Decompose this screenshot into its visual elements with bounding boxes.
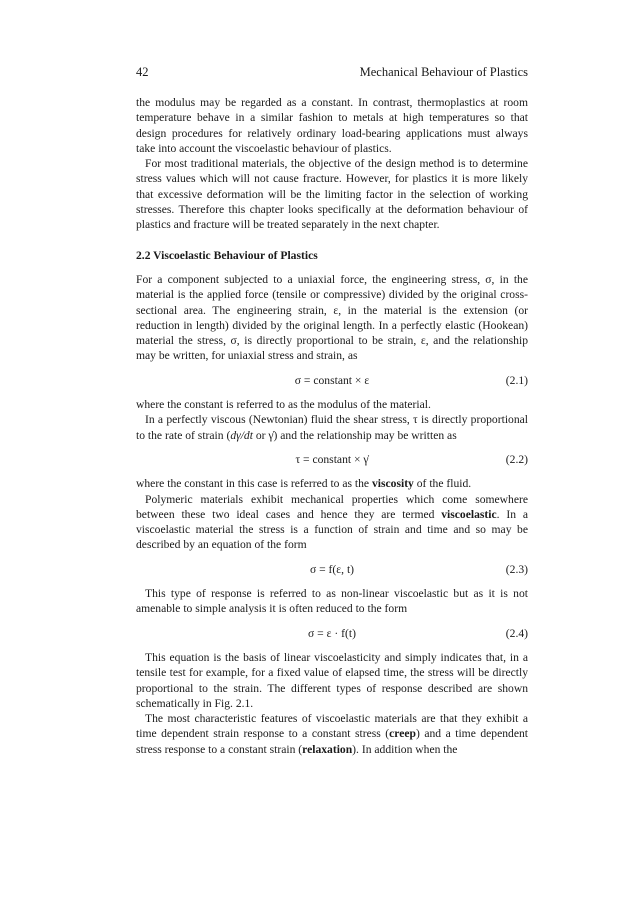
equation-expression: τ = constant × γ̇ (295, 452, 369, 466)
paragraph-3: For a component subjected to a uniaxial force, the engineering stress, σ, in the material is the applied force (tensile or compressive) divided by the original cross-sectional area. The engineering strain, ε, in the material is the extension (or reduction in length) divided by the original length. In a perfectly elastic (Hookean) material the stress, σ, is directly proportional to be strain, ε, and the relationship may be written, for uniaxial stress and strain, as (136, 272, 528, 363)
paragraph-1: the modulus may be regarded as a constant. In contrast, thermoplastics at room temperature behave in a similar fashion to metals at high temperatures so that design procedures for relatively ordinary load-bearing applications must always take into account the viscoelastic behaviour of plastics. (136, 96, 528, 155)
equation-2-3 (136, 562, 528, 577)
equation-expression: σ = f(ε, t) (309, 562, 355, 576)
equation-2-1 (136, 373, 528, 388)
body-text (136, 95, 528, 757)
page-number: 42 (136, 65, 149, 79)
bold-term: relaxation (302, 742, 353, 756)
equation-expression: σ = ε · f(t) (308, 626, 356, 640)
text-run: or γ̇) and the relationship may be written as (252, 428, 457, 442)
paragraph-8: This type of response is referred to as non-linear viscoelastic but as it is not amenable to simple analysis it is often reduced to the form (136, 587, 528, 616)
paragraph-10 (136, 711, 528, 757)
text-run: Polymeric materials exhibit mechanical properties which come somewhere between these two ideal cases and hence they are termed (136, 492, 528, 521)
equation-number: (2.1) (505, 373, 528, 387)
text-run: ). In addition when the (352, 742, 458, 756)
running-header (136, 65, 528, 81)
paragraph-7 (136, 492, 528, 553)
equation-2-2 (136, 452, 528, 467)
bold-term: viscoelastic (441, 507, 497, 521)
section-heading: 2.2 Viscoelastic Behaviour of Plastics (136, 248, 318, 262)
equation-2-4 (136, 626, 528, 641)
equation-number: (2.2) (505, 452, 528, 466)
equation-number: (2.4) (505, 626, 528, 640)
text-run: where the constant in this case is referred to as the (136, 477, 372, 491)
text-run: of the fluid. (413, 477, 472, 491)
equation-number: (2.3) (505, 562, 528, 576)
paragraph-2: For most traditional materials, the objective of the design method is to determine stress values which will not cause fracture. However, for plastics it is more likely that excessive deformation will be the limiting factor in the selection of working stresses. Therefore this chapter looks specifically at the deformation behaviour of plastics and fracture will be treated separately in the next chapter. (136, 157, 528, 232)
paragraph-5 (136, 412, 528, 443)
italic-run: dγ/dt (230, 428, 253, 442)
equation-expression: σ = constant × ε (294, 373, 370, 387)
paragraph-4: where the constant is referred to as the modulus of the material. (136, 398, 431, 412)
paragraph-6 (136, 476, 528, 491)
text-run: . In a viscoelastic material the stress is a function of strain and time and so may be described by an equation of the form (136, 507, 529, 552)
bold-term: creep (389, 727, 416, 741)
text-run: ) and a time dependent stress response to a constant strain ( (136, 727, 529, 756)
paragraph-9: This equation is the basis of linear viscoelasticity and simply indicates that, in a tensile test for example, for a fixed value of elapsed time, the stress will be directly proportional to the strain. The different types of response described are shown schematically in Fig. 2.1. (136, 650, 528, 710)
text-run: In a perfectly viscous (Newtonian) fluid the shear stress, τ is directly proportional to the rate of strain ( (136, 413, 528, 442)
bold-term: viscosity (371, 477, 414, 491)
text-run: The most characteristic features of viscoelastic materials are that they exhibit a time dependent strain response to a constant stress ( (136, 712, 528, 741)
running-title: Mechanical Behaviour of Plastics (359, 65, 528, 79)
